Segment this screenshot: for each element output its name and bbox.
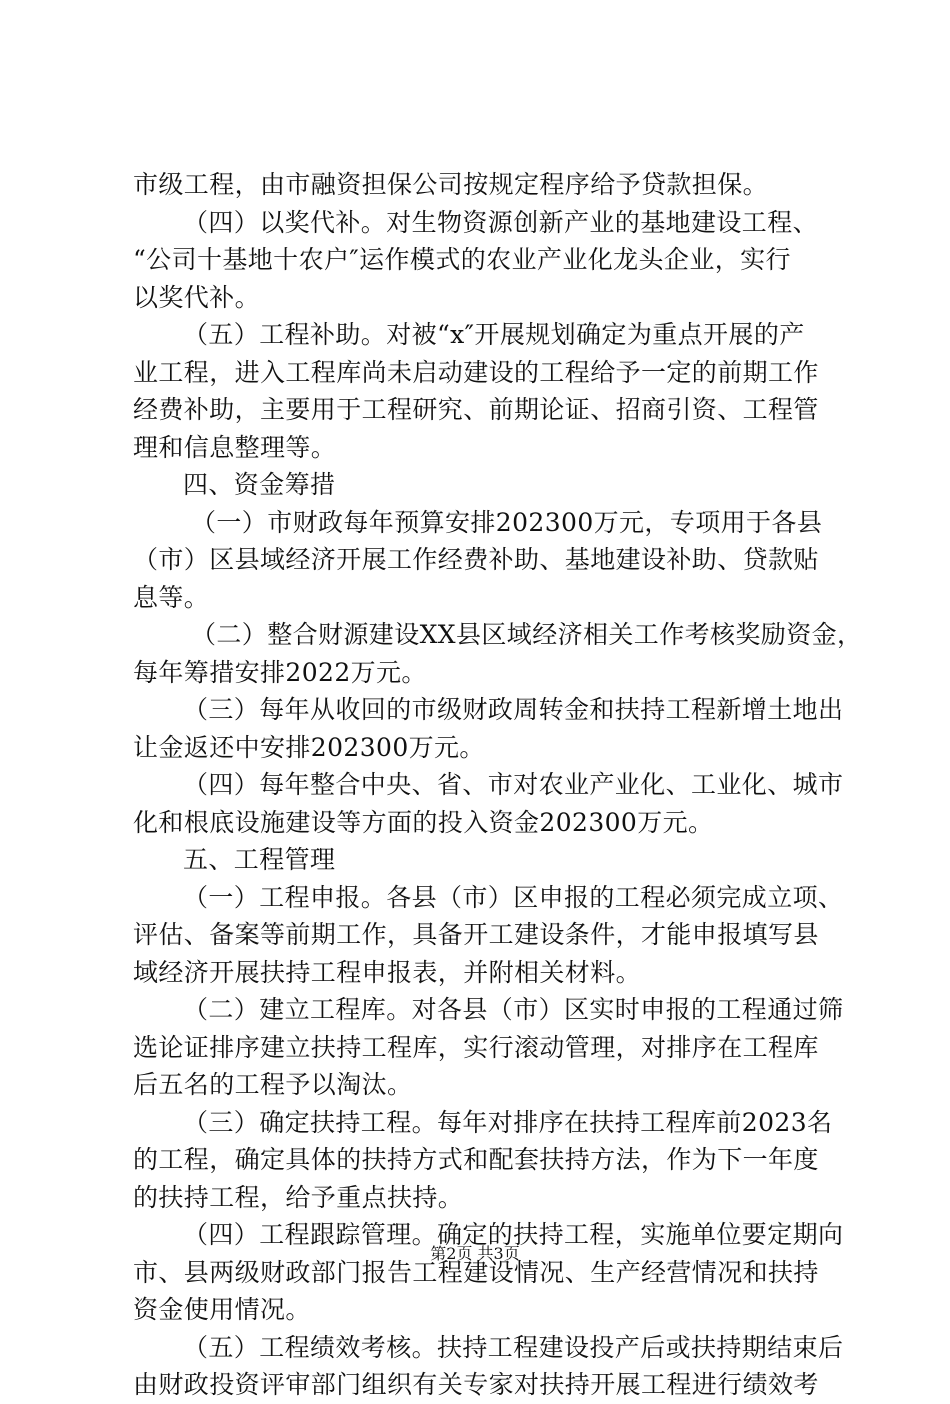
document-body: [133, 166, 863, 1404]
text-line: 业工程，进入工程库尚未启动建设的工程给予一定的前期工作: [133, 357, 819, 387]
text-line: 的扶持工程，给予重点扶持。: [133, 1182, 464, 1212]
text-line: （四）以奖代补。对生物资源创新产业的基地建设工程、: [183, 207, 819, 237]
text-line: （二）建立工程库。对各县（市）区实时申报的工程通过筛: [183, 995, 844, 1024]
text-line: 经费补助，主要用于工程研究、前期论证、招商引资、工程管: [133, 395, 819, 424]
page-footer: [0, 1244, 950, 1264]
text-line: （市）区县域经济开展工作经费补助、基地建设补助、贷款贴: [133, 545, 819, 574]
text-line: 评估、备案等前期工作，具备开工建设条件，才能申报填写县: [133, 920, 819, 949]
text-line: 后五名的工程予以淘汰。: [133, 1070, 413, 1099]
text-line: （三）每年从收回的市级财政周转金和扶持工程新增土地出: [183, 695, 844, 724]
text-line: 市级工程，由市融资担保公司按规定程序给予贷款担保。: [133, 170, 769, 199]
text-line: 以奖代补。: [133, 282, 261, 312]
text-line: （四）工程跟踪管理。确定的扶持工程，实施单位要定期向: [183, 1220, 844, 1249]
text-line: （五）工程绩效考核。扶持工程建设投产后或扶持期结束后: [183, 1332, 844, 1362]
text-line: （三）确定扶持工程。每年对排序在扶持工程库前2023名: [183, 1107, 833, 1137]
text-line: 域经济开展扶持工程申报表，并附相关材料。: [133, 957, 642, 987]
text-line: （四）每年整合中央、省、市对农业产业化、工业化、城市: [183, 770, 844, 799]
text-line: 由财政投资评审部门组织有关专家对扶持开展工程进行绩效考: [133, 1370, 819, 1399]
text-line: 的工程，确定具体的扶持方式和配套扶持方法，作为下一年度: [133, 1145, 819, 1174]
text-line: 息等。: [133, 582, 210, 612]
section-heading: 五、工程管理: [183, 845, 336, 874]
text-line: （二）整合财源建设XX县区域经济相关工作考核奖励资金，: [191, 620, 863, 649]
text-line: 选论证排序建立扶持工程库，实行滚动管理，对排序在工程库: [133, 1032, 819, 1062]
text-line: （一）市财政每年预算安排202300万元，专项用于各县: [191, 507, 823, 537]
text-line: （五）工程补助。对被“x″开展规划确定为重点开展的产: [183, 320, 805, 349]
text-line: （一）工程申报。各县（市）区申报的工程必须完成立项、: [183, 882, 844, 912]
text-line: 化和根底设施建设等方面的投入资金202300万元。: [133, 807, 714, 837]
text-line: 让金返还中安排202300万元。: [133, 732, 485, 762]
text-line: 市、县两级财政部门报告工程建设情况、生产经营情况和扶持: [133, 1257, 819, 1287]
text-line: 资金使用情况。: [133, 1295, 311, 1324]
page-number: 第2页 共3页: [430, 1244, 520, 1263]
text-line: 理和信息整理等。: [133, 432, 337, 462]
text-line: “公司十基地十农户″运作模式的农业产业化龙头企业，实行: [133, 245, 791, 274]
section-heading: 四、资金筹措: [183, 470, 336, 499]
text-line: 每年筹措安排2022万元。: [133, 657, 427, 687]
